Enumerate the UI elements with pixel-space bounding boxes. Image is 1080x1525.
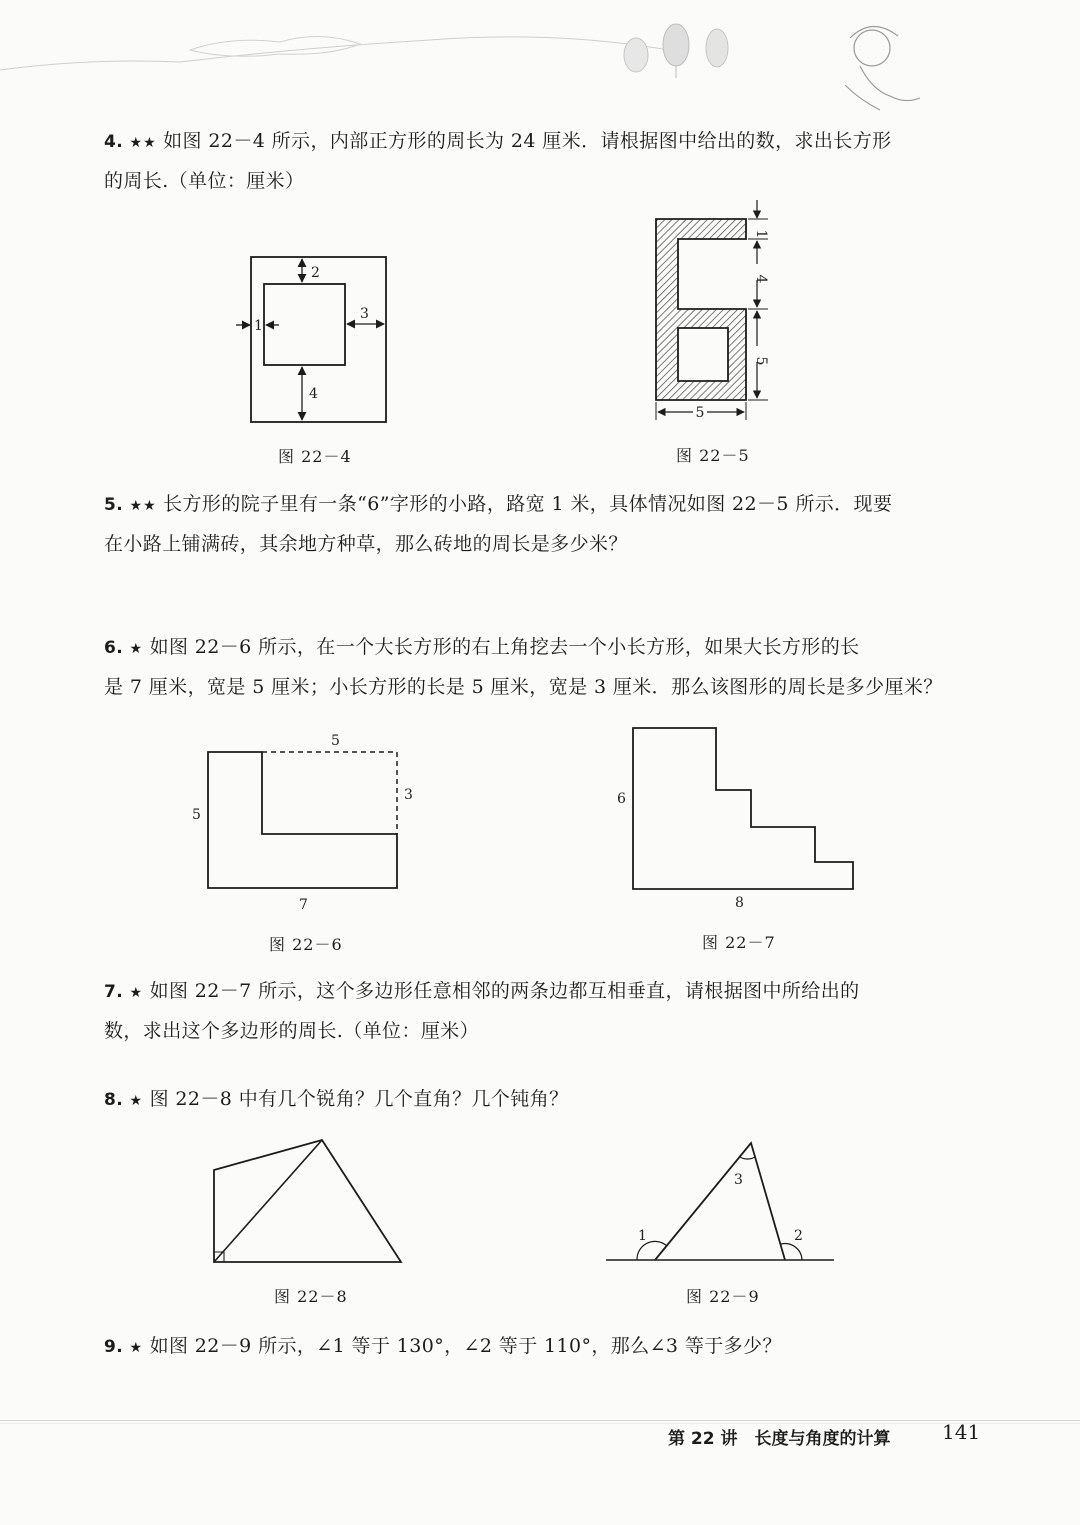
angle-3-arc [740, 1157, 755, 1159]
angle-2-label: 2 [794, 1228, 803, 1244]
problem-number: 9. [104, 1337, 124, 1357]
problem-line: 如图 22－4 所示，内部正方形的周长为 24 厘米．请根据图中给出的数，求出长方形 [163, 130, 892, 152]
problem-line: 在小路上铺满砖，其余地方种草，那么砖地的周长是多少米？ [104, 533, 628, 555]
problem-line: 是 7 厘米，宽是 5 厘米；小长方形的长是 5 厘米，宽是 3 厘米．那么该图形的周长是多少厘米？ [104, 676, 943, 698]
dim-left-label: 5 [192, 807, 201, 823]
problem-line: 数，求出这个多边形的周长.（单位：厘米） [104, 1020, 480, 1042]
dim-5-vertical-label: 5 [753, 356, 769, 366]
dim-top-label: 5 [331, 733, 340, 749]
difficulty-stars: ★ [129, 641, 144, 657]
footer-rule [0, 1420, 1080, 1421]
dim-left-label: 1 [254, 318, 263, 334]
figure-caption: 图 22－5 [676, 446, 750, 465]
dim-bottom-label: 8 [735, 895, 744, 911]
dim-4-label: 4 [753, 274, 769, 284]
dim-left-label: 6 [617, 791, 626, 807]
dim-1-label: 1 [753, 229, 769, 239]
page-number: 141 [942, 1420, 981, 1444]
dim-5-horizontal-label: 5 [695, 405, 705, 421]
problem-line: 长方形的院子里有一条“6”字形的小路，路宽 1 米，具体情况如图 22－5 所示．现要 [163, 493, 893, 515]
angle-3-label: 3 [734, 1172, 743, 1188]
dim-bottom-label: 7 [299, 897, 308, 913]
difficulty-stars: ★ [129, 985, 144, 1001]
figure-caption: 图 22－7 [702, 933, 776, 952]
difficulty-stars: ★ [129, 1093, 144, 1109]
problem-number: 7. [104, 982, 124, 1002]
dim-right-label: 3 [404, 787, 413, 803]
figure-caption: 图 22－9 [686, 1287, 760, 1306]
dim-bottom-label: 4 [309, 386, 318, 402]
problem-number: 5. [104, 495, 124, 515]
footer-rule-light [0, 1423, 1080, 1424]
problem-number: 8. [104, 1090, 124, 1110]
figure-caption: 图 22－4 [278, 447, 352, 466]
dim-top-label: 2 [311, 265, 320, 281]
problem-line: 如图 22－9 所示，∠1 等于 130°，∠2 等于 110°，那么∠3 等于多少？ [149, 1335, 782, 1357]
angle-1-label: 1 [638, 1228, 647, 1244]
problem-9-text [104, 1327, 954, 1367]
problem-line: 的周长.（单位：厘米） [104, 170, 305, 192]
dim-right-label: 3 [360, 306, 369, 322]
problem-line: 如图 22－7 所示，这个多边形任意相邻的两条边都互相垂直，请根据图中所给出的 [149, 980, 860, 1002]
problem-line: 如图 22－6 所示，在一个大长方形的右上角挖去一个小长方形，如果大长方形的长 [149, 636, 860, 658]
figure-caption: 图 22－6 [269, 935, 343, 954]
problem-number: 4. [104, 132, 124, 152]
difficulty-stars: ★★ [129, 135, 157, 151]
figure-caption: 图 22－8 [274, 1287, 348, 1306]
problem-line: 图 22－8 中有几个锐角？几个直角？几个钝角？ [149, 1088, 569, 1110]
triangle [655, 1143, 785, 1260]
problem-number: 6. [104, 638, 124, 658]
chapter-title: 第 22 讲 长度与角度的计算 [668, 1429, 891, 1449]
difficulty-stars: ★ [129, 1340, 144, 1356]
difficulty-stars: ★★ [129, 498, 157, 514]
